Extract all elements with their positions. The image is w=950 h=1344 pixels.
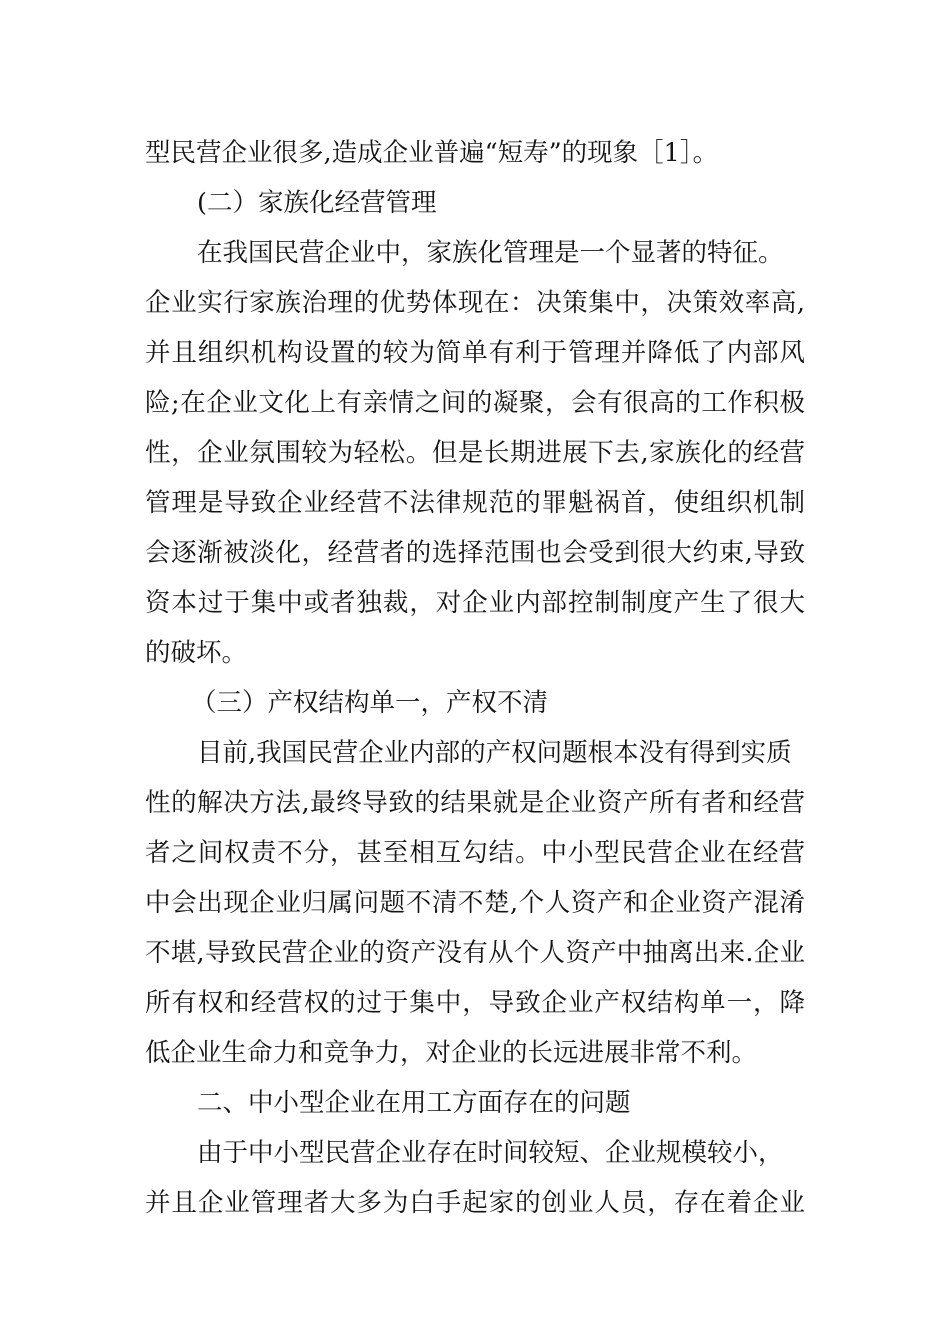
text-line: 资本过于集中或者独裁，对企业内部控制制度产生了很大 [145,588,805,618]
text-line: 由于中小型民营企业存在时间较短、企业规模较小， [197,1138,784,1168]
text-line: 者之间权责不分，甚至相互勾结。中小型民营企业在经营 [145,838,805,868]
paragraph-property-rights [145,728,805,1078]
heading-line: （三）产权结构单一，产权不清 [191,688,549,718]
text-line: 在我国民营企业中，家族化管理是一个显著的特征。 [197,238,784,268]
paragraph-continuation [145,128,805,178]
heading-line: 二、中小型企业在用工方面存在的问题 [197,1088,631,1118]
document-body [145,128,805,1228]
text-line: 低企业生命力和竞争力，对企业的长远进展非常不利。 [145,1038,758,1068]
text-line: 所有权和经营权的过于集中，导致企业产权结构单一，降 [145,988,805,1018]
text-line: 并且组织机构设置的较为简单有利于管理并降低了内部风 [145,338,805,368]
text-line: 性，企业氛围较为轻松。但是长期进展下去,家族化的经营 [145,438,805,468]
text-line: 性的解决方法,最终导致的结果就是企业资产所有者和经营 [145,788,805,818]
section-heading-property-rights [145,678,805,728]
text-line: 型民营企业很多,造成企业普遍“短寿”的现象［1］。 [145,138,719,168]
heading-line: (二）家族化经营管理 [197,188,437,218]
text-line: 不堪,导致民营企业的资产没有从个人资产中抽离出来.企业 [145,938,805,968]
paragraph-family-management [145,228,805,678]
paragraph-employment-issues [145,1128,805,1228]
text-line: 企业实行家族治理的优势体现在：决策集中，决策效率高, [145,288,805,318]
text-line: 险;在企业文化上有亲情之间的凝聚，会有很高的工作积极 [145,388,805,418]
text-line: 管理是导致企业经营不法律规范的罪魁祸首，使组织机制 [145,488,805,518]
section-heading-employment-issues [145,1078,805,1128]
section-heading-family-management [145,178,805,228]
text-line: 中会出现企业归属问题不清不楚,个人资产和企业资产混淆 [145,888,805,918]
text-line: 会逐渐被淡化，经营者的选择范围也会受到很大约束,导致 [145,538,805,568]
text-line: 并且企业管理者大多为白手起家的创业人员，存在着企业 [145,1188,805,1218]
text-line: 目前,我国民营企业内部的产权问题根本没有得到实质 [197,738,792,768]
text-line: 的破坏。 [145,638,248,668]
